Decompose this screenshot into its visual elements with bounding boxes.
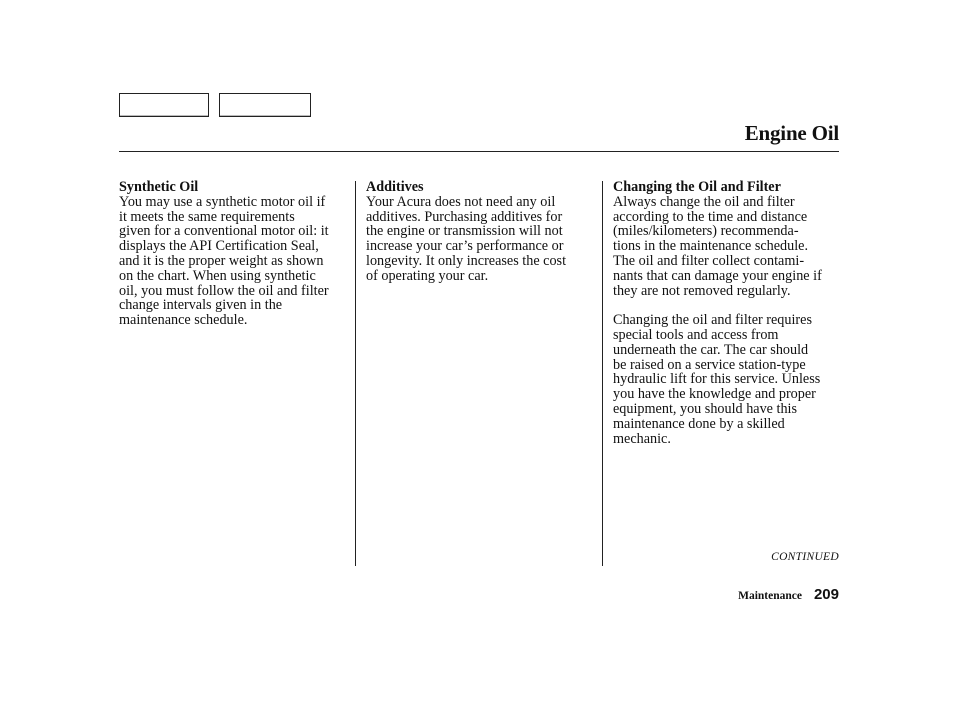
- section-heading: Additives: [366, 179, 424, 195]
- text-line: You may use a synthetic motor oil if: [119, 193, 326, 210]
- text-line: increase your car’s performance or: [366, 238, 564, 255]
- text-line: nants that can damage your engine if: [613, 267, 822, 284]
- text-line: Changing the oil and filter requires: [613, 312, 812, 329]
- text-line: longevity. It only increases the cost: [366, 252, 567, 269]
- section-heading: Synthetic Oil: [119, 179, 199, 195]
- paragraph: [366, 195, 594, 284]
- text-line: it meets the same requirements: [119, 208, 295, 225]
- text-line: on the chart. When using synthetic: [119, 267, 316, 284]
- paragraph: [613, 195, 841, 299]
- section-heading: Changing the Oil and Filter: [613, 179, 781, 195]
- text-line: The oil and filter collect contami-: [613, 252, 805, 269]
- title-divider: [119, 151, 839, 152]
- text-line: change intervals given in the: [119, 297, 283, 314]
- text-line: given for a conventional motor oil: it: [119, 223, 329, 240]
- column-divider-2: [602, 181, 603, 566]
- text-line: of operating your car.: [366, 267, 489, 284]
- nav-button-previous[interactable]: [119, 93, 209, 117]
- text-line: according to the time and distance: [613, 208, 808, 225]
- text-line: tions in the maintenance schedule.: [613, 238, 809, 255]
- column-divider-1: [355, 181, 356, 566]
- text-line: special tools and access from: [613, 326, 779, 343]
- text-line: Always change the oil and filter: [613, 193, 795, 210]
- text-line: you have the knowledge and proper: [613, 386, 816, 403]
- nav-button-next[interactable]: [219, 93, 311, 117]
- text-line: hydraulic lift for this service. Unless: [613, 371, 821, 388]
- text-line: underneath the car. The car should: [613, 341, 809, 358]
- text-line: be raised on a service station-type: [613, 356, 806, 373]
- paragraph: [119, 195, 347, 328]
- page-number: 209: [813, 586, 839, 603]
- page-title: Engine Oil: [744, 121, 839, 145]
- continued-note: CONTINUED: [771, 551, 839, 563]
- text-line: equipment, you should have this: [613, 400, 798, 417]
- text-line: oil, you must follow the oil and filter: [119, 282, 329, 299]
- text-line: maintenance done by a skilled: [613, 415, 785, 432]
- text-line: they are not removed regularly.: [613, 282, 791, 299]
- text-line: maintenance schedule.: [119, 312, 248, 329]
- text-line: the engine or transmission will not: [366, 223, 563, 240]
- text-line: mechanic.: [613, 430, 671, 447]
- text-line: (miles/kilometers) recommenda-: [613, 223, 799, 240]
- text-line: and it is the proper weight as shown: [119, 252, 324, 269]
- paragraph: [613, 313, 841, 446]
- text-line: additives. Purchasing additives for: [366, 208, 563, 225]
- column-synthetic-oil: [119, 180, 347, 328]
- column-changing-oil: [613, 180, 841, 446]
- text-line: Your Acura does not need any oil: [366, 193, 556, 210]
- column-additives: [366, 180, 594, 284]
- footer-section-name: Maintenance: [738, 590, 802, 602]
- paragraph-spacer: [613, 298, 841, 313]
- text-line: displays the API Certification Seal,: [119, 238, 319, 255]
